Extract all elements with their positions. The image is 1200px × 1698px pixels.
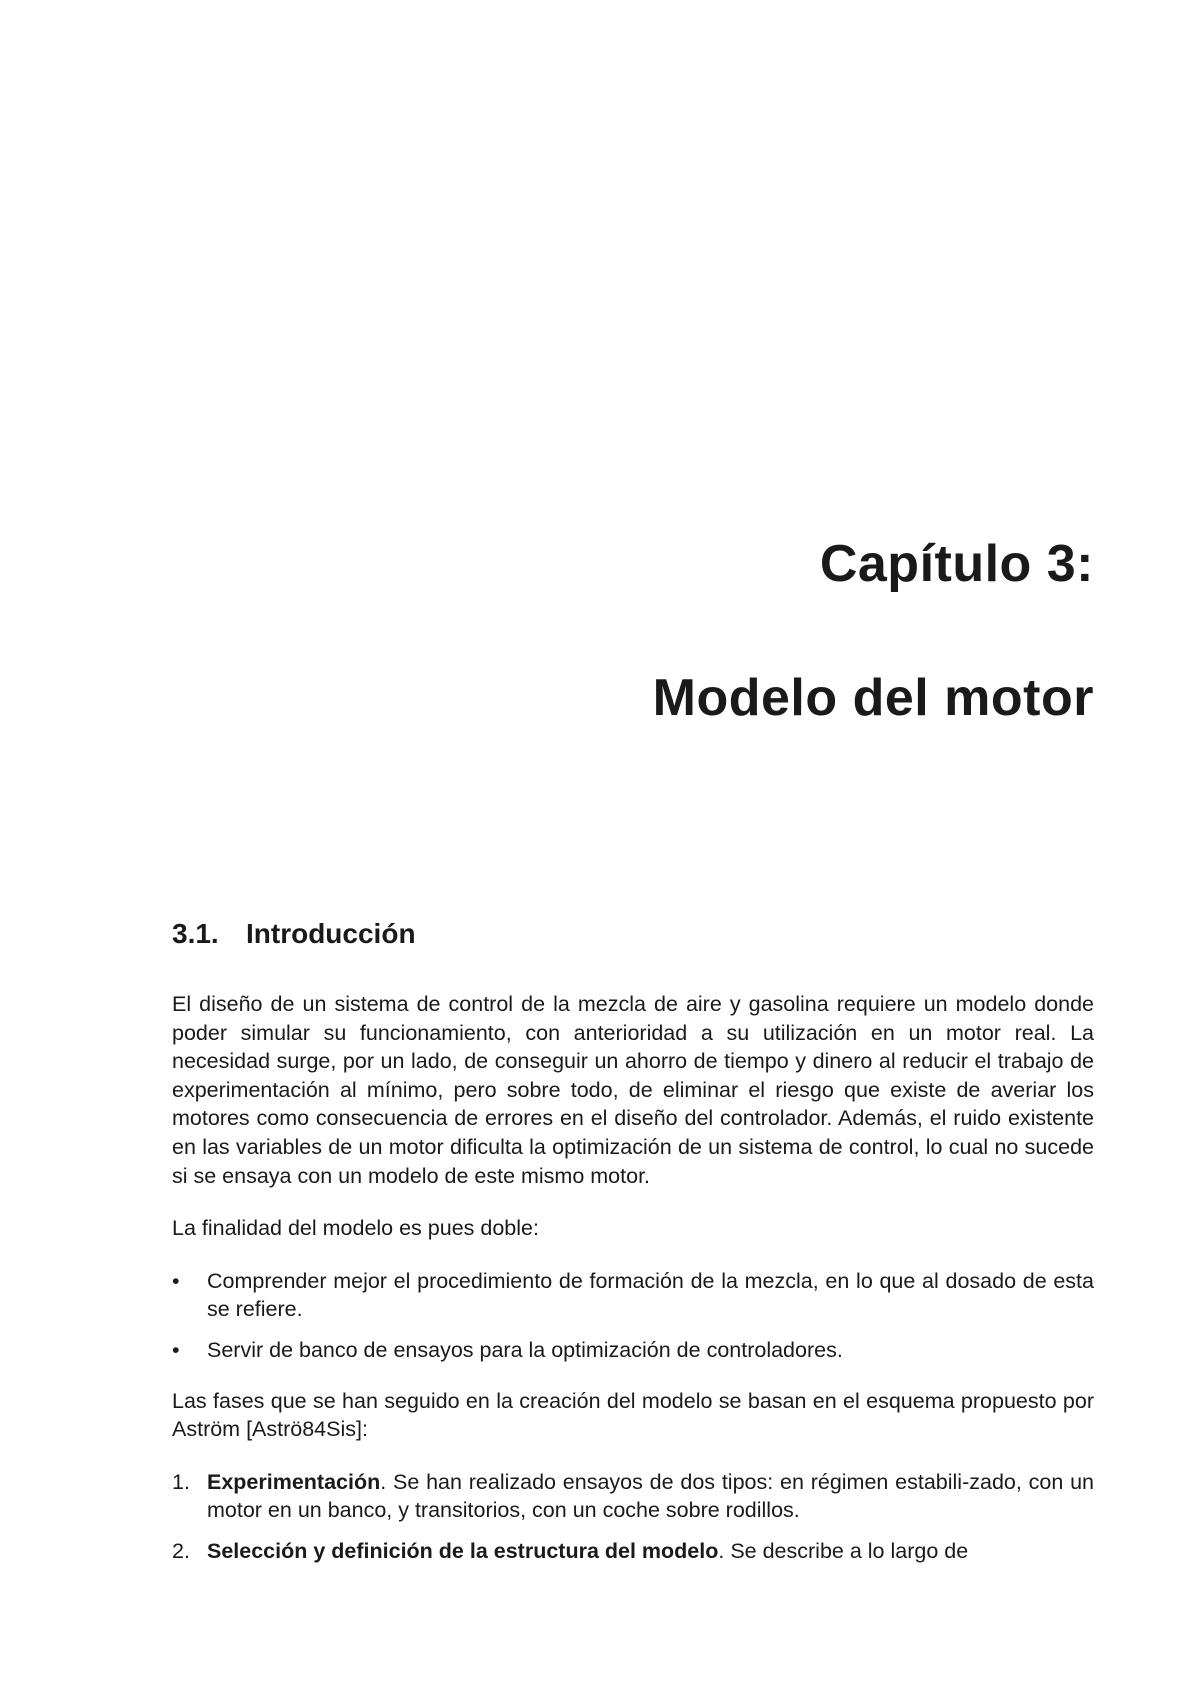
numbered-item xyxy=(172,1468,1094,1525)
bullet-icon: • xyxy=(172,1268,180,1293)
paragraph: Las fases que se han seguido en la creación del modelo se basan en el esquema propuesto por Aström [Aströ84Sis]: xyxy=(172,1388,1094,1442)
bullet-text: Comprender mejor el procedimiento de formación de la mezcla, en lo que al dosado de esta se refiere. xyxy=(207,1268,1094,1322)
numbered-list xyxy=(172,1468,1094,1566)
paragraph: La finalidad del modelo es pues doble: xyxy=(172,1216,539,1241)
item-text: . Se han realizado ensayos de dos tipos: en régimen estabili-zado, con un motor en un banco, y transitorios, con un coche sobre rodillos. xyxy=(207,1469,1094,1523)
section-heading xyxy=(172,920,416,948)
item-text: . Se describe a lo largo de xyxy=(718,1538,969,1563)
bullet-item xyxy=(172,1336,1094,1365)
chapter-label: Capítulo 3: xyxy=(819,535,1094,593)
section-title: Introducción xyxy=(246,918,416,949)
item-bold-term: Selección y definición de la estructura del modelo xyxy=(207,1538,719,1563)
bullet-icon: • xyxy=(172,1337,180,1362)
item-bold-term: Experimentación xyxy=(207,1469,381,1494)
bullet-text: Servir de banco de ensayos para la optimización de controladores. xyxy=(207,1337,843,1362)
numbered-item xyxy=(172,1537,1094,1566)
bullet-item xyxy=(172,1267,1094,1324)
paragraph: El diseño de un sistema de control de la mezcla de aire y gasolina requiere un modelo donde poder simular su funcionamiento, con anterioridad a su utilización en un motor real. La necesidad surge, por un lado, de conseguir un ahorro de tiempo y dinero al reducir el trabajo de experimentación al mínimo, pero sobre todo, de eliminar el riesgo que existe de averiar los motores como consecuencia de errores en el diseño del controlador. Además, el ruido existente en las variables de un motor dificulta la optimización de un sistema de control, lo cual no sucede si se ensaya con un modelo de este mismo motor. xyxy=(172,992,1094,1188)
body-text xyxy=(172,990,1094,1588)
bullet-list xyxy=(172,1267,1094,1365)
item-number: 2. xyxy=(172,1538,190,1563)
chapter-title: Modelo del motor xyxy=(652,669,1094,727)
section-number: 3.1. xyxy=(172,918,219,949)
item-number: 1. xyxy=(172,1469,190,1494)
